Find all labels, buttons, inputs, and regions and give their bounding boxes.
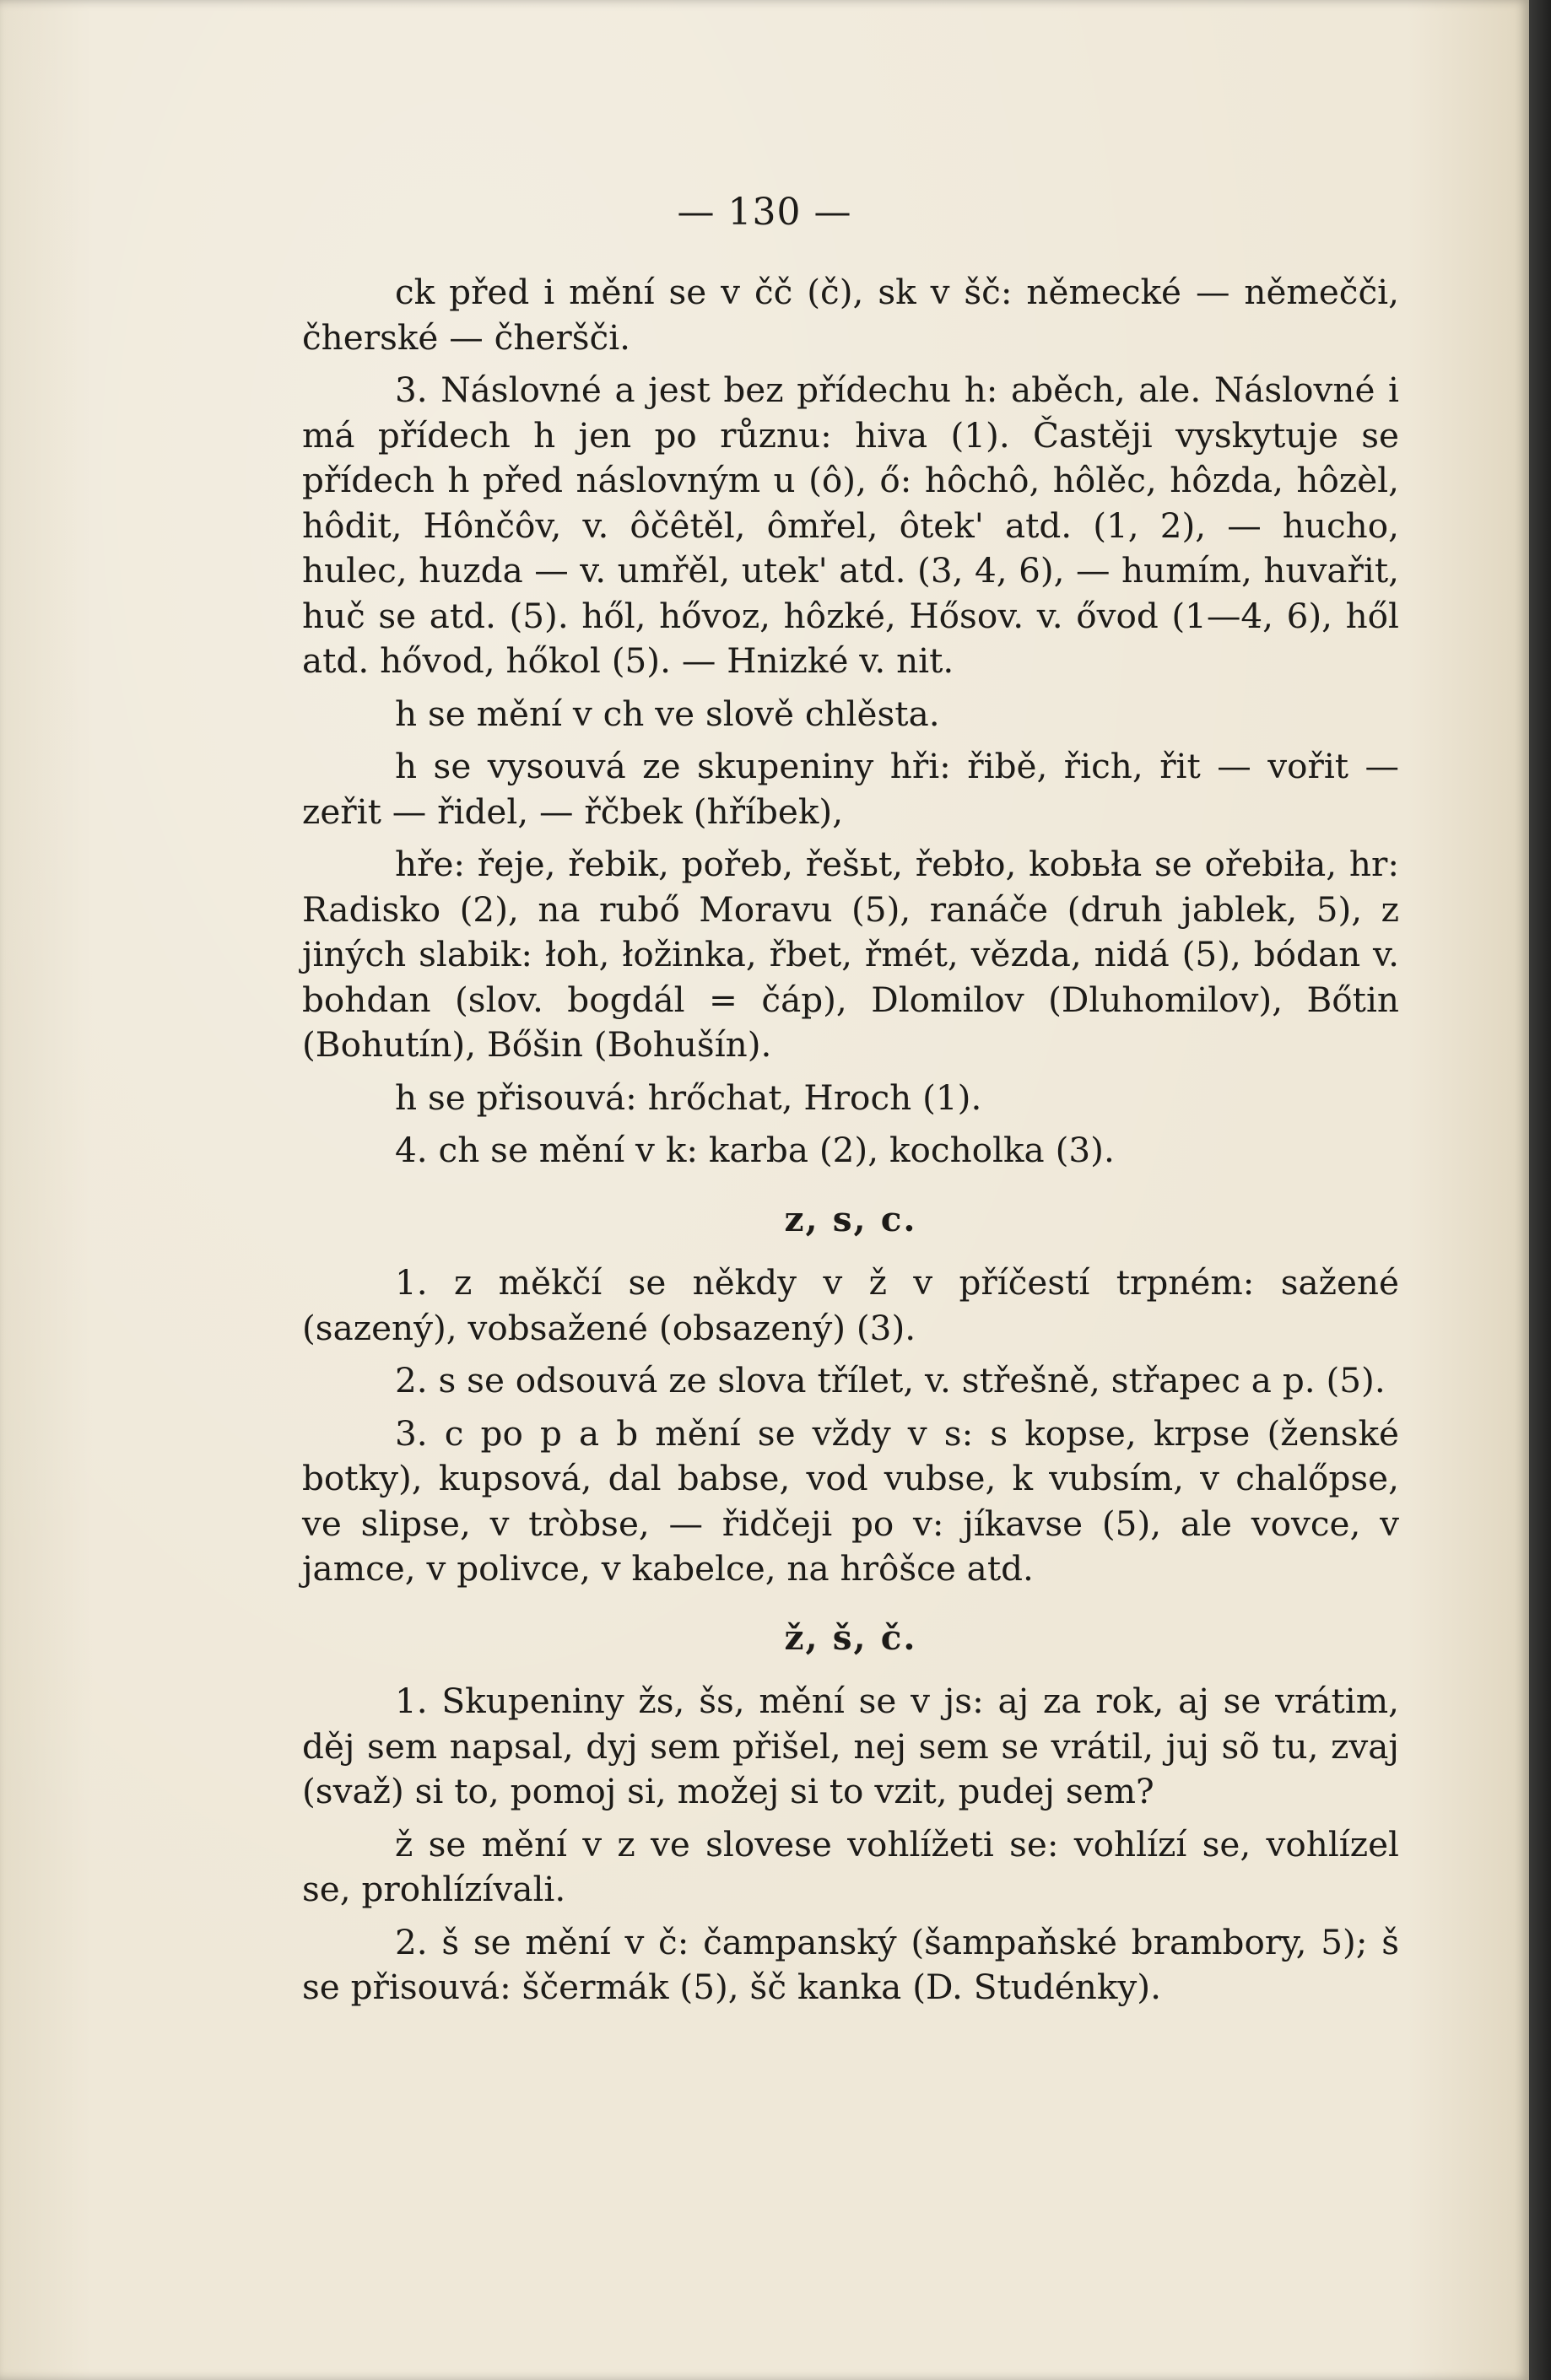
paragraph-h-vysouva: h se vysouvá ze skupeniny hři: řibě, řich, řit — vořit — zeřit — řidel, — řčbek (hříbek), — [302, 746, 1399, 832]
page-text — [302, 270, 1399, 2018]
paragraph-h-prisouva: h se přisouvá: hrőchat, Hroch (1). — [395, 1077, 982, 1118]
paragraph-z-mekci: 1. z měkčí se někdy v ž v příčestí trpném: sažené (sazený), vobsažené (obsazený) (3). — [302, 1262, 1399, 1348]
paragraph-ch-k: 4. ch se mění v k: karba (2), kocholka (3). — [395, 1130, 1115, 1170]
page-number: — 130 — — [677, 191, 852, 234]
paragraph-skupeniny: 1. Skupeniny žs, šs, mění se v js: aj za rok, aj se vrátim, děj sem napsal, dyj sem přišel, nej sem se vrátil, juj sõ tu, zvaj (svaž) si to, pomoj si, možej si to vzit, pudej sem? — [302, 1681, 1399, 1811]
section-heading-zsc: z, s, c. — [784, 1198, 917, 1239]
paragraph-c-po-p-b: 3. c po p a b mění se vždy v s: s kopse, krpse (ženské botky), kupsová, dal babse, vod vubse, k vubsím, v chalőpse, ve slipse, v tròbse, — řidčeji po v: jíkavse (5), ale vovce, v jamce, v polivce, v kabelce, na hrôšce atd. — [302, 1412, 1399, 1589]
book-edge — [1529, 0, 1551, 2380]
paragraph-ck: ck před i mění se v čč (č), sk v šč: německé — němečči, čherské — čheršči. — [302, 272, 1399, 358]
paragraph-s-odsouva: 2. s se odsouvá ze slova třílet, v. střešně, střapec a p. (5). — [395, 1360, 1386, 1400]
paragraph-naslovne-a: 3. Náslovné a jest bez přídechu h: aběch, ale. Náslovné i má přídech h jen po různu: hiva (1). Častěji vyskytuje se přídech h před náslovným u (ô), ő: hôchô, hôlěc, hôzda, hôzèl, hôdit, Hônčôv, v. ôčêtěl, ômřel, ôtek' atd. (1, 2), — hucho, hulec, huzda — v. umřěl, utek' atd. (3, 4, 6), — humím, huvařit, huč se atd. (5). hől, hővoz, hôzké, Hősov. v. ővod (1—4, 6), hől atd. hővod, hőkol (5). — Hnizké v. nit. — [302, 370, 1399, 681]
paragraph-h-chlesta: h se mění v ch ve slově chlěsta. — [395, 693, 940, 734]
paragraph-hre: hře: řeje, řebik, pořeb, řešьt, řebło, kobьła se ořebiła, hr: Radisko (2), na rubő Moravu (5), ranáče (druh jablek, 5), z jiných slabik: łoh, łožinka, řbet, řmét, vězda, nidá (5), bódan v. bohdan (slov. bogdál = čáp), Dlomilov (Dluhomilov), Bőtin (Bohutín), Bőšin (Bohušín). — [302, 844, 1399, 1065]
paragraph-s-meni: 2. š se mění v č: čampanský (šampaňské brambory, 5); š se přisouvá: ščermák (5), šč kanka (D. Studénky). — [302, 1921, 1399, 2007]
section-heading-zsc-hacek: ž, š, č. — [784, 1616, 917, 1658]
paragraph-z-meni: ž se mění v z ve slovese vohlížeti se: vohlízí se, vohlízel se, prohlízívali. — [302, 1823, 1399, 1909]
